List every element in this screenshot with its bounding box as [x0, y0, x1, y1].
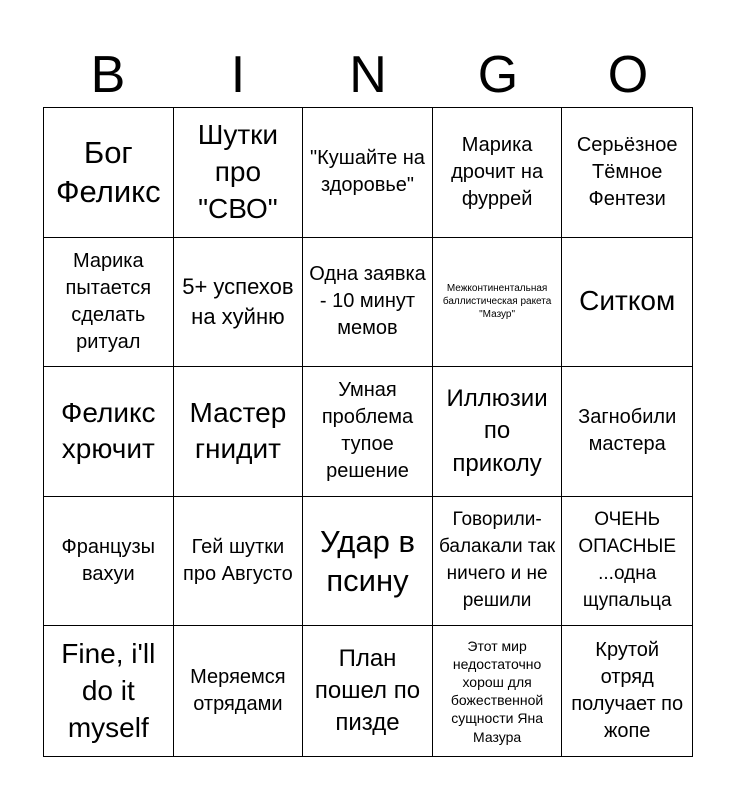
bingo-cell[interactable]: "Кушайте на здоровье" — [303, 108, 433, 238]
bingo-cell[interactable]: Серьёзное Тёмное Фентези — [562, 108, 692, 238]
bingo-cell[interactable]: Удар в псину — [303, 497, 433, 627]
bingo-cell[interactable]: ОЧЕНЬ ОПАСНЫЕ ...одна щупальца — [562, 497, 692, 627]
bingo-cell[interactable]: Межконтинентальная баллистическая ракета "Мазур" — [433, 238, 563, 368]
bingo-cell[interactable]: Бог Феликс — [44, 108, 174, 238]
bingo-cell[interactable]: Мастер гнидит — [174, 367, 304, 497]
bingo-cell[interactable]: Говорили-балакали так ничего и не решили — [433, 497, 563, 627]
header-letter-g: G — [477, 46, 519, 104]
bingo-cell[interactable]: Загнобили мастера — [562, 367, 692, 497]
bingo-cell[interactable]: Fine, i'll do it myself — [44, 626, 174, 756]
header-letter-i: I — [230, 46, 246, 104]
bingo-cell[interactable]: Феликс хрючит — [44, 367, 174, 497]
bingo-cell[interactable]: Умная проблема тупое решение — [303, 367, 433, 497]
header-letter-o: O — [607, 46, 649, 104]
bingo-grid — [43, 107, 693, 757]
bingo-cell[interactable]: 5+ успехов на хуйню — [174, 238, 304, 368]
bingo-cell[interactable]: Меряемся отрядами — [174, 626, 304, 756]
bingo-cell[interactable]: Крутой отряд получает по жопе — [571, 639, 684, 743]
bingo-cell[interactable]: Гей шутки про Августо — [174, 497, 304, 627]
bingo-cell[interactable]: Этот мир недостаточно хорош для божественной сущности Яна Мазура — [433, 626, 563, 756]
bingo-header — [43, 44, 693, 106]
header-letter-n: N — [349, 46, 387, 104]
bingo-cell[interactable]: Иллюзии по приколу — [433, 367, 563, 497]
header-letter-b: B — [90, 46, 126, 104]
bingo-cell[interactable]: Марика пытается сделать ритуал — [44, 238, 174, 368]
bingo-cell[interactable]: Шутки про "СВО" — [174, 108, 304, 238]
bingo-cell[interactable]: Французы вахуи — [44, 497, 174, 627]
bingo-cell[interactable]: Ситком — [562, 238, 692, 368]
bingo-cell[interactable]: Марика дрочит на фуррей — [433, 108, 563, 238]
bingo-cell[interactable]: План пошел по пизде — [303, 626, 433, 756]
bingo-cell[interactable]: Одна заявка - 10 минут мемов — [303, 238, 433, 368]
